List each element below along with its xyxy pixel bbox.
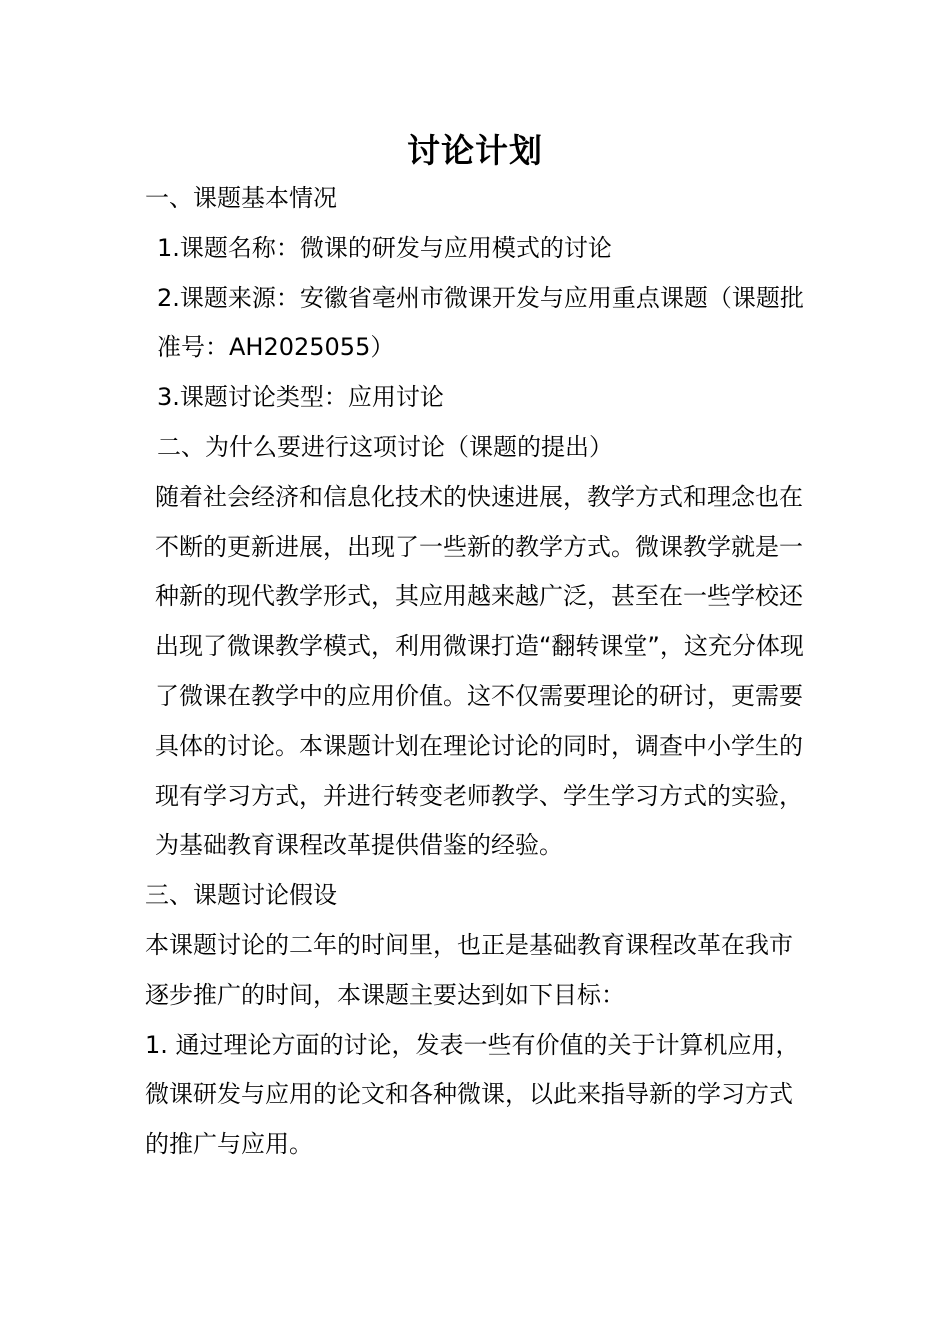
document-body [145, 174, 810, 1170]
paragraph-background: 随着社会经济和信息化技术的快速进展，教学方式和理念也在不断的更新进展，出现了一些新的教学方式。微课教学就是一种新的现代教学形式，其应用越来越广泛，甚至在一些学校还出现了微课教学模式，利用微课打造“翻转课堂”，这充分体现了微课在教学中的应用价值。这不仅需要理论的研讨，更需要具体的讨论。本课题计划在理论讨论的同时，调查中小学生的现有学习方式，并进行转变老师教学、学生学习方式的实验，为基础教育课程改革提供借鉴的经验。 [155, 482, 804, 860]
paragraph-hypothesis: 本课题讨论的二年的时间里，也正是基础教育课程改革在我市逐步推广的时间，本课题主要达到如下目标： [145, 930, 793, 1009]
document-title: 讨论计划 [407, 131, 543, 170]
section-heading-1: 一、课题基本情况 [145, 184, 337, 212]
item-topic-source: 2.课题来源：安徽省亳州市微课开发与应用重点课题（课题批准号：AH2025055） [157, 283, 804, 362]
section-heading-3: 三、课题讨论假设 [145, 881, 337, 910]
item-topic-name: 1.课题名称：微课的研发与应用模式的讨论 [157, 233, 612, 262]
item-topic-type: 3.课题讨论类型：应用讨论 [157, 383, 444, 412]
list-item-goal-1: 1. 通过理论方面的讨论，发表一些有价值的关于计算机应用，微课研发与应用的论文和各种微课，以此来指导新的学习方式的推广与应用。 [145, 1030, 800, 1159]
section-heading-2: 二、为什么要进行这项讨论（课题的提出） [157, 432, 613, 461]
